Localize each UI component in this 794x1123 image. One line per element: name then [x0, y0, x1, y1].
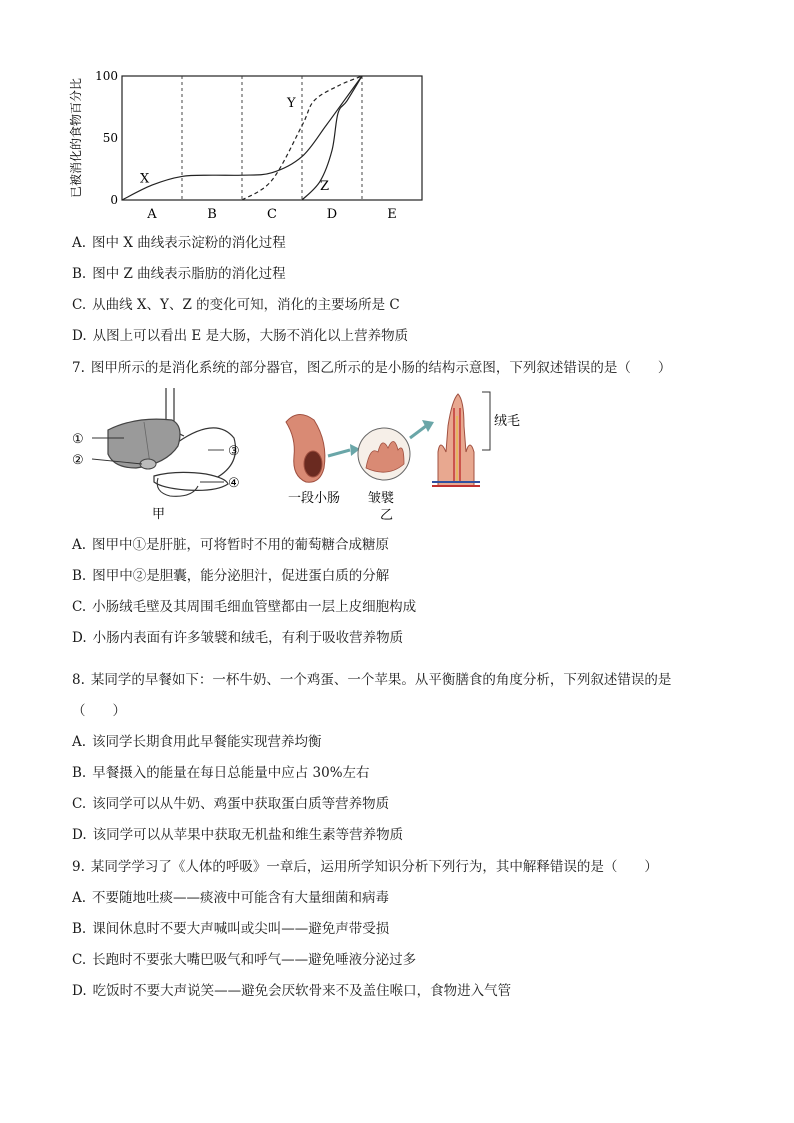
option-text: 图中 Z 曲线表示脂肪的消化过程 — [92, 266, 286, 282]
option-text: 从图上可以看出 E 是大肠，大肠不消化以上营养物质 — [92, 328, 409, 344]
question-8-stem-cont — [72, 702, 126, 720]
q9-option-b[interactable] — [72, 920, 389, 938]
q8-option-c[interactable] — [72, 795, 389, 813]
label-fold: 皱襞 — [368, 491, 395, 506]
option-text: 图中 X 曲线表示淀粉的消化过程 — [92, 235, 286, 251]
x-tick-label: C — [267, 207, 277, 222]
plot-frame — [122, 76, 422, 200]
q9-option-c[interactable] — [72, 951, 416, 969]
question-text: 某同学的早餐如下：一杯牛奶、一个鸡蛋、一个苹果。从平衡膳食的角度分析，下列叙述错误的是 — [90, 672, 672, 688]
question-number: 7. — [72, 360, 85, 376]
option-text: 小肠绒毛壁及其周围毛细血管壁都由一层上皮细胞构成 — [92, 599, 417, 615]
q6-option-a[interactable] — [72, 234, 286, 252]
option-text: 图甲中①是肝脏，可将暂时不用的葡萄糖合成糖原 — [92, 537, 390, 553]
y-tick-label: 100 — [95, 69, 118, 83]
q7-option-c[interactable] — [72, 598, 416, 616]
q7-option-d[interactable] — [72, 629, 403, 647]
q7-figure — [66, 386, 536, 526]
q6-option-c[interactable] — [72, 296, 400, 314]
q7-option-a[interactable] — [72, 536, 389, 554]
option-text: 该同学可以从苹果中获取无机盐和维生素等营养物质 — [92, 827, 404, 843]
series-label-x: X — [140, 171, 150, 187]
option-text: 该同学可以从牛奶、鸡蛋中获取蛋白质等营养物质 — [92, 796, 390, 812]
series-curve-z — [302, 76, 362, 200]
option-text: 从曲线 X、Y、Z 的变化可知，消化的主要场所是 C — [92, 297, 400, 313]
q8-option-d[interactable] — [72, 826, 403, 844]
option-letter: B. — [72, 921, 87, 937]
question-text: 某同学学习了《人体的呼吸》一章后，运用所学知识分析下列行为，其中解释错误的是（ ） — [90, 859, 658, 875]
option-letter: D. — [72, 827, 87, 843]
option-letter: C. — [72, 796, 87, 812]
question-number: 9. — [72, 859, 85, 875]
x-tick-label: D — [326, 207, 338, 222]
option-letter: B. — [72, 568, 87, 584]
x-tick-label: A — [147, 207, 157, 222]
label-3: ③ — [228, 444, 240, 459]
caption-jia: 甲 — [152, 507, 166, 522]
option-letter: A. — [72, 235, 87, 251]
option-text: 课间休息时不要大声喊叫或尖叫——避免声带受损 — [92, 921, 390, 937]
answer-bracket: （ ） — [72, 703, 126, 719]
option-text: 图甲中②是胆囊，能分泌胆汁，促进蛋白质的分解 — [92, 568, 390, 584]
question-7-stem — [72, 359, 671, 377]
option-text: 不要随地吐痰——痰液中可能含有大量细菌和病毒 — [92, 890, 390, 906]
option-text: 长跑时不要张大嘴巴吸气和呼气——避免唾液分泌过多 — [92, 952, 417, 968]
caption-yi: 乙 — [380, 508, 394, 523]
label-4: ④ — [228, 476, 240, 491]
digestion-chart — [60, 60, 440, 230]
option-letter: D. — [72, 630, 87, 646]
option-letter: A. — [72, 734, 87, 750]
q8-option-b[interactable] — [72, 764, 370, 782]
question-text: 图甲所示的是消化系统的部分器官，图乙所示的是小肠的结构示意图，下列叙述错误的是（ ） — [90, 360, 672, 376]
option-text: 吃饭时不要大声说笑——避免会厌软骨来不及盖住喉口，食物进入气管 — [92, 983, 512, 999]
option-text: 早餐摄入的能量在每日总能量中应占 30%左右 — [92, 765, 370, 781]
option-letter: B. — [72, 266, 87, 282]
label-villi: 绒毛 — [494, 414, 521, 429]
option-text: 小肠内表面有许多皱襞和绒毛，有利于吸收营养物质 — [92, 630, 404, 646]
y-tick-label: 50 — [102, 131, 118, 145]
x-tick-label: E — [387, 207, 397, 222]
question-number: 8. — [72, 672, 85, 688]
option-letter: A. — [72, 537, 87, 553]
y-tick-label: 0 — [110, 193, 118, 207]
figure-jia-organs — [72, 388, 240, 522]
option-letter: D. — [72, 983, 87, 999]
q6-option-b[interactable] — [72, 265, 286, 283]
q6-option-d[interactable] — [72, 327, 408, 345]
figure-yi-intestine — [286, 392, 520, 523]
option-text: 该同学长期食用此早餐能实现营养均衡 — [92, 734, 322, 750]
villus-shape — [438, 394, 474, 486]
series-label-y: Y — [287, 96, 296, 111]
x-tick-label: B — [207, 207, 217, 222]
option-letter: D. — [72, 328, 87, 344]
label-segment: 一段小肠 — [288, 491, 341, 506]
label-2: ② — [72, 453, 84, 468]
gallbladder-shape — [140, 459, 156, 469]
y-axis-label: 已被消化的食物百分比 — [69, 77, 83, 199]
option-letter: C. — [72, 952, 87, 968]
q8-option-a[interactable] — [72, 733, 322, 751]
option-letter: A. — [72, 890, 87, 906]
option-letter: C. — [72, 599, 87, 615]
q7-option-b[interactable] — [72, 567, 389, 585]
option-letter: B. — [72, 765, 87, 781]
series-label-z: Z — [320, 179, 330, 195]
q9-option-a[interactable] — [72, 889, 389, 907]
question-8-stem — [72, 671, 671, 689]
label-1: ① — [72, 432, 84, 447]
q9-option-d[interactable] — [72, 982, 511, 1000]
question-9-stem — [72, 858, 658, 876]
option-letter: C. — [72, 297, 87, 313]
